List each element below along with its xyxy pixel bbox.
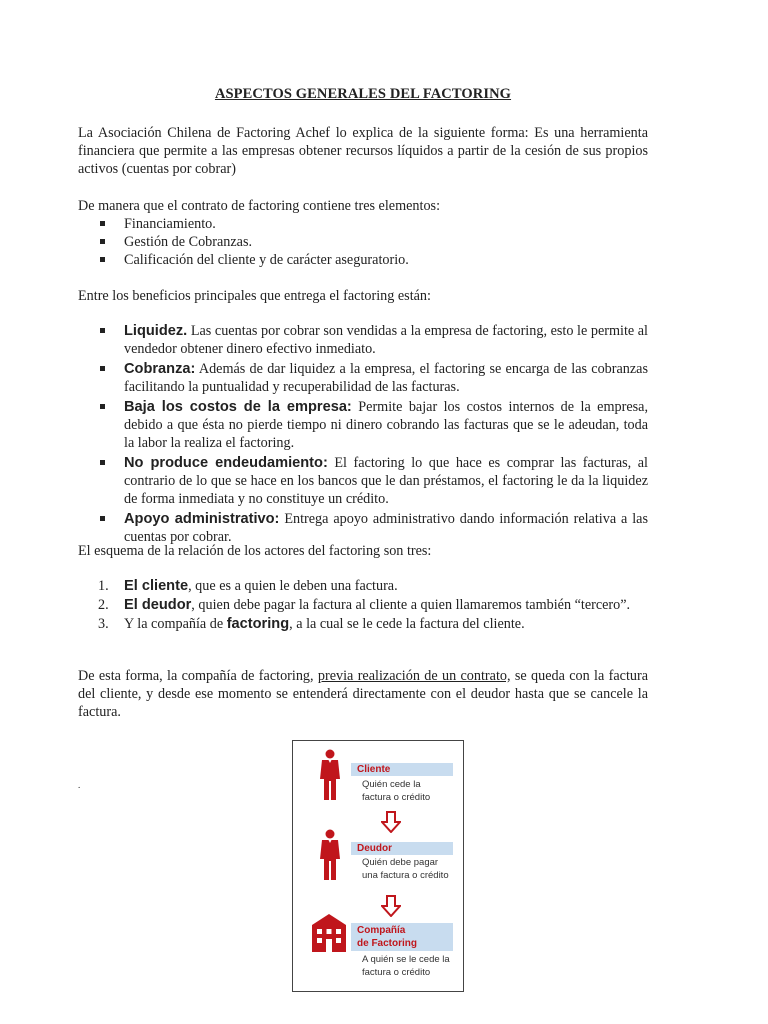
list-item: Gestión de Cobranzas. xyxy=(124,233,644,251)
intro-paragraph: La Asociación Chilena de Factoring Achef lo explica de la siguiente forma: Es una herramienta financiera que permite a las empresas obtener recursos líquidos a partir de la cesión de sus propios activos (cuentas por cobrar) xyxy=(78,125,648,177)
benefit-text: Las cuentas por cobrar son vendidas a la empresa de factoring, esto le permite al vendedor obtener dinero efectivo inmediato. xyxy=(124,323,649,357)
list-item xyxy=(124,322,648,358)
person-icon xyxy=(319,829,341,881)
benefit-text: Además de dar liquidez a la empresa, el factoring se encarga de las cobranzas facilitando la puntualidad y recuperabilidad de las facturas. xyxy=(124,361,648,395)
benefit-term: Liquidez. xyxy=(124,323,188,339)
step-label-factoring: Compañía de Factoring xyxy=(351,923,453,951)
stray-dot: . xyxy=(78,780,81,790)
list-item: Financiamiento. xyxy=(124,215,644,233)
list-item: Calificación del cliente y de carácter aseguratorio. xyxy=(124,251,644,269)
square-bullet-icon xyxy=(100,257,105,262)
actor-term: factoring xyxy=(226,616,290,632)
elements-list xyxy=(124,215,644,269)
square-bullet-icon xyxy=(100,366,105,371)
list-item xyxy=(124,360,648,396)
benefit-term: Cobranza: xyxy=(124,361,196,377)
benefit-term: Apoyo administrativo: xyxy=(124,511,280,527)
step-desc-cliente: Quién cede la factura o crédito xyxy=(362,779,431,803)
list-item: 2. El deudor, quien debe pagar la factura al cliente a quien llamaremos también “tercero”. xyxy=(98,597,631,613)
list-item xyxy=(124,398,648,452)
list-item xyxy=(124,510,648,546)
step-label-cliente: Cliente xyxy=(351,763,453,776)
benefit-term: No produce endeudamiento: xyxy=(124,455,328,471)
actor-term: El cliente xyxy=(124,578,189,594)
closing-paragraph: De esta forma, la compañía de factoring, previa realización de un contrato, se queda con la factura del cliente, y desde ese momento se entenderá directamente con el deudor hasta que se cancele la factura. xyxy=(78,668,648,720)
step-desc-deudor: Quién debe pagar una factura o crédito xyxy=(362,857,449,881)
actors-list xyxy=(98,577,648,634)
square-bullet-icon xyxy=(100,460,105,465)
underlined-phrase: previa realización de un contrato, xyxy=(317,668,511,684)
benefit-text: Entrega apoyo administrativo dando información relativa a las cuentas por cobrar. xyxy=(124,511,648,545)
square-bullet-icon xyxy=(100,516,105,521)
factoring-diagram xyxy=(292,740,464,992)
arrow-down-icon xyxy=(381,811,401,833)
benefits-lead: Entre los beneficios principales que entrega el factoring están: xyxy=(78,288,431,304)
square-bullet-icon xyxy=(100,239,105,244)
arrow-down-icon xyxy=(381,895,401,917)
step-desc-factoring: A quién se le cede la factura o crédito xyxy=(362,954,450,978)
actor-term: El deudor xyxy=(124,597,192,613)
elements-lead: De manera que el contrato de factoring contiene tres elementos: xyxy=(78,198,441,214)
list-item: 3. Y la compañía de factoring, a la cual se le cede la factura del cliente. xyxy=(98,616,525,632)
list-item xyxy=(124,454,648,508)
page-title: ASPECTOS GENERALES DEL FACTORING xyxy=(214,86,512,102)
building-icon xyxy=(311,913,347,953)
actors-lead: El esquema de la relación de los actores del factoring son tres: xyxy=(78,543,432,559)
benefit-text: El factoring lo que hace es comprar las facturas, al contrario de lo que se hace en los bancos que le dan préstamos, el factoring le da la liquidez de forma inmediata y no constituye un crédito. xyxy=(124,455,649,507)
list-item: 1. El cliente, que es a quien le deben una factura. xyxy=(98,578,398,594)
benefit-text: Permite bajar los costos internos de la empresa, debido a que ésta no pierde tiempo ni dinero cobrando las facturas que se le adeudan, toda la labor la realiza el factoring. xyxy=(124,399,648,451)
benefit-term: Baja los costos de la empresa: xyxy=(124,399,352,415)
square-bullet-icon xyxy=(100,404,105,409)
person-icon xyxy=(319,749,341,801)
square-bullet-icon xyxy=(100,328,105,333)
benefits-list xyxy=(124,322,648,548)
step-label-deudor: Deudor xyxy=(351,842,453,855)
square-bullet-icon xyxy=(100,221,105,226)
